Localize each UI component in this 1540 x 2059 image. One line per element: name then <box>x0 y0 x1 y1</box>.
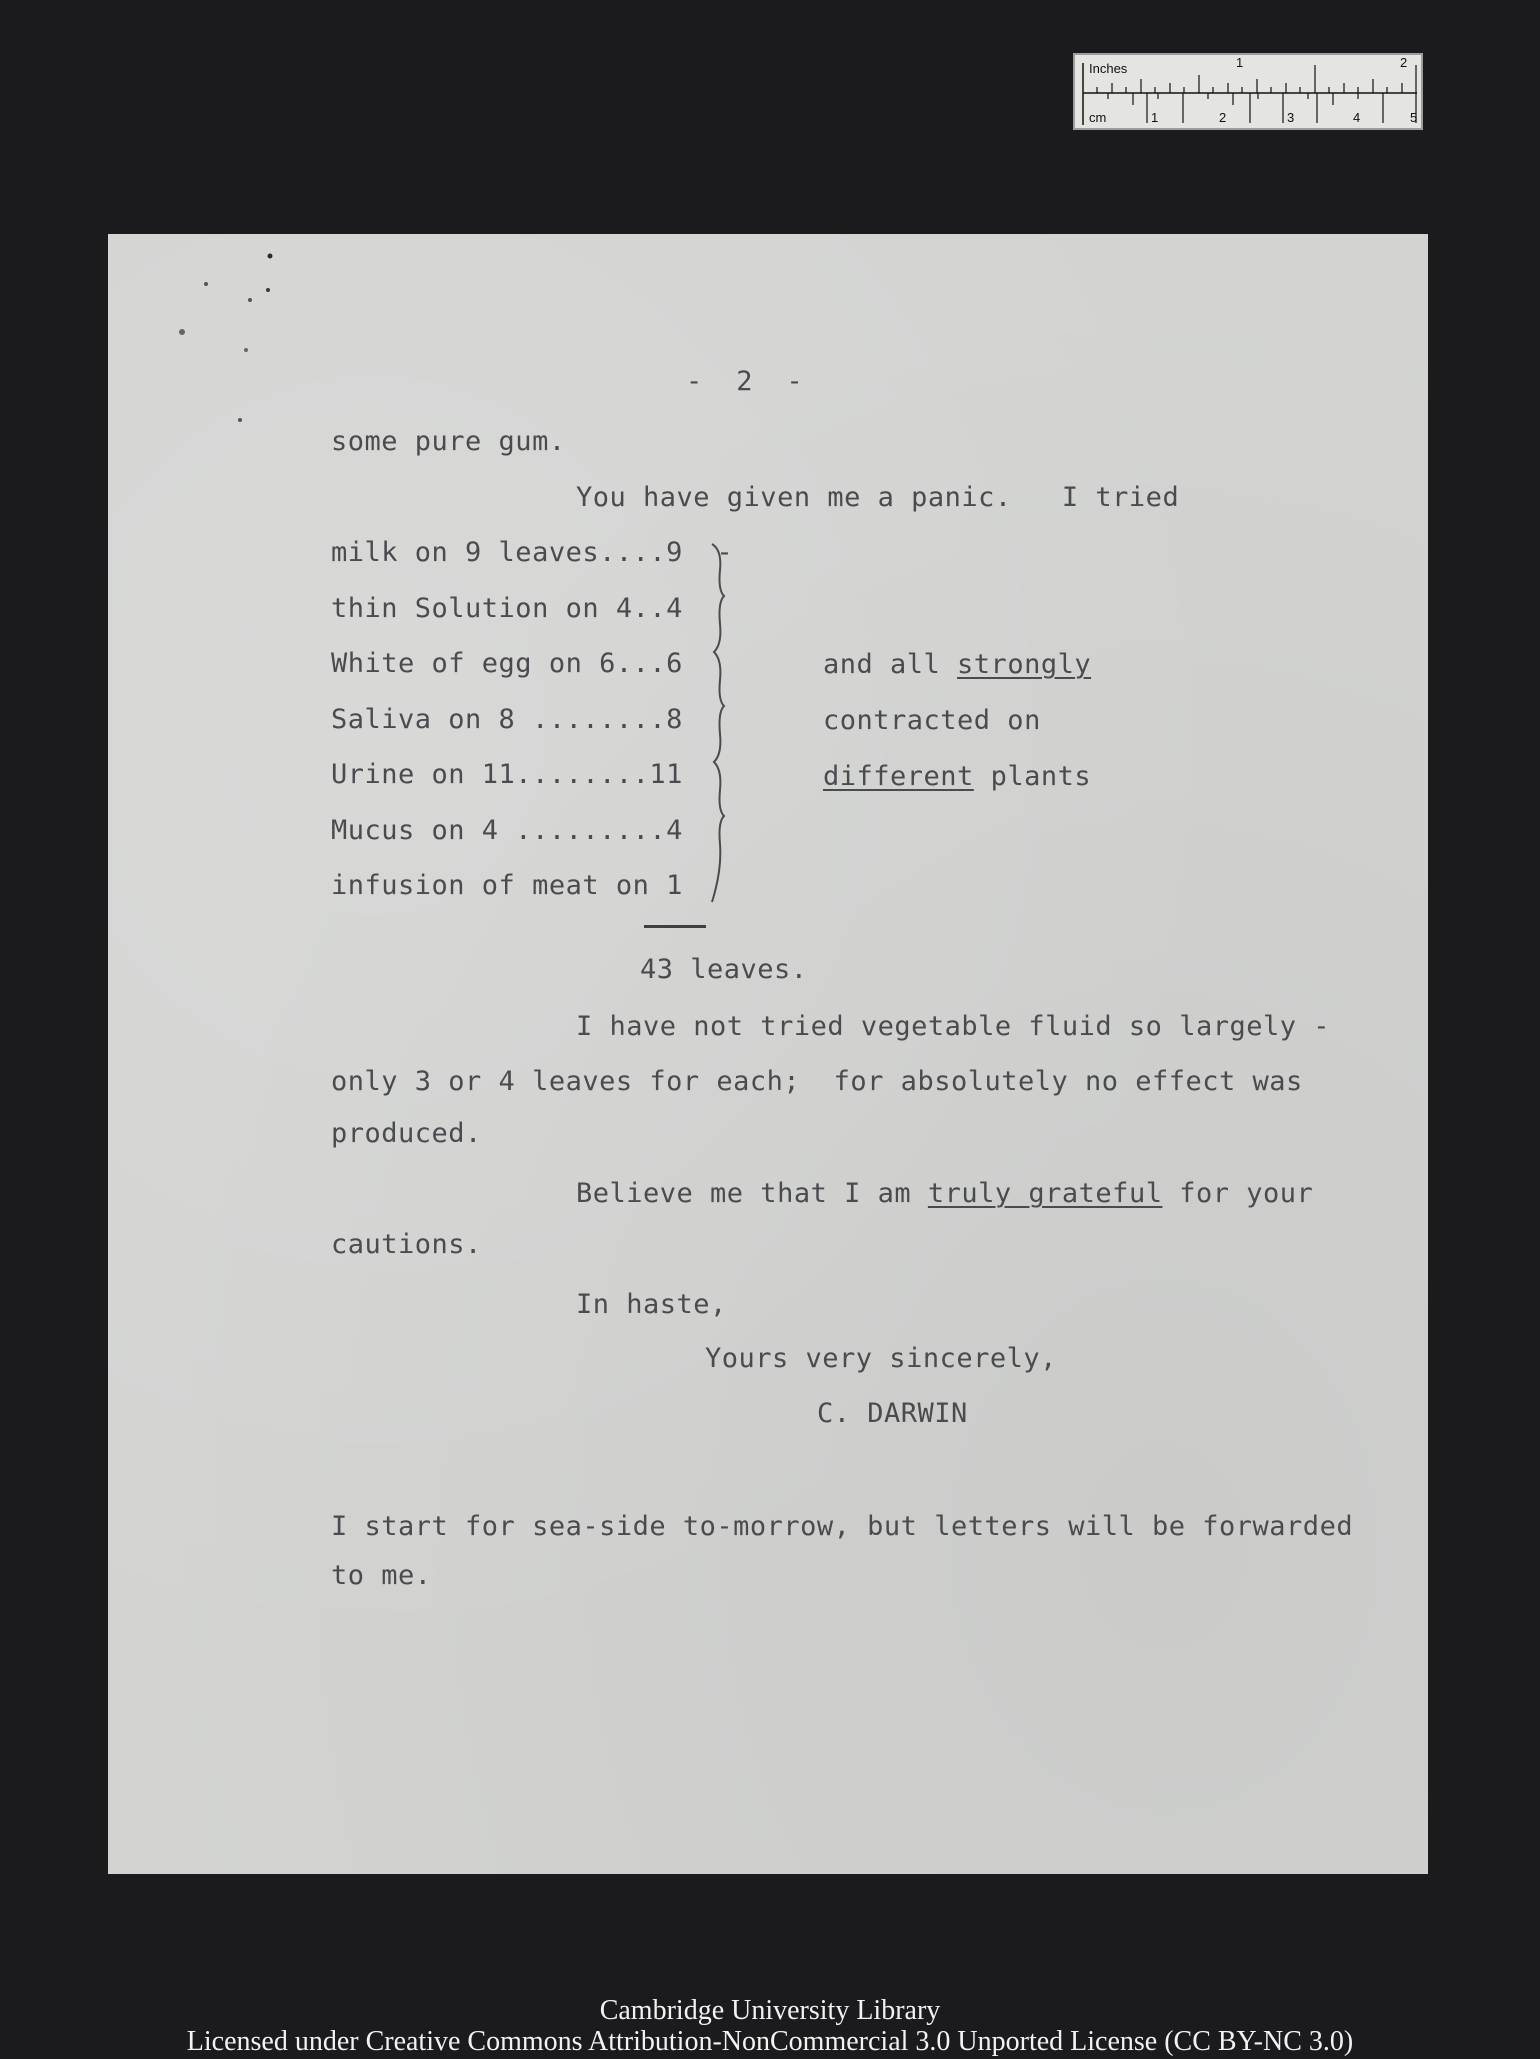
ruler-inches-label: Inches <box>1089 61 1128 76</box>
letter-line: cautions. <box>331 1229 482 1260</box>
list-item: Saliva on 8 ........8 <box>331 704 683 735</box>
letter-line <box>576 1178 1313 1209</box>
underlined-phrase: truly grateful <box>927 1178 1163 1209</box>
list-item: White of egg on 6...6 <box>331 648 683 679</box>
side-note-line <box>823 761 1091 792</box>
list-item: thin Solution on 4..4 <box>331 593 683 624</box>
footer-license: Licensed under Creative Commons Attribution-NonCommercial 3.0 Unported License (CC BY-NC 3.0) <box>186 2026 1354 2057</box>
list-item: milk on 9 leaves....9 - <box>331 537 734 568</box>
total-line: 43 leaves. <box>640 954 808 985</box>
ruler-cm-number: 3 <box>1287 110 1295 125</box>
scale-ruler <box>1073 53 1423 130</box>
side-note-text: plants <box>973 761 1092 792</box>
list-item: Mucus on 4 .........4 <box>331 815 683 846</box>
signature: C. DARWIN <box>817 1398 968 1429</box>
paper-specks <box>170 240 290 430</box>
ruler-cm-number: 5 <box>1410 110 1418 125</box>
side-note-line: contracted on <box>823 705 1041 736</box>
ruler-cm-number: 4 <box>1353 110 1361 125</box>
ruler-cm-label: cm <box>1089 110 1107 125</box>
list-item: Urine on 11........11 <box>331 759 683 790</box>
ruler-inch-number: 1 <box>1236 55 1244 70</box>
letter-line: some pure gum. <box>331 426 566 457</box>
letter-line: produced. <box>331 1118 482 1149</box>
closing-line: Yours very sincerely, <box>705 1343 1057 1374</box>
underlined-word: strongly <box>957 649 1092 680</box>
letter-page <box>108 234 1428 1874</box>
page-number: - 2 - <box>686 366 804 397</box>
ruler-ticks <box>1075 55 1425 132</box>
postscript-line: to me. <box>331 1560 432 1591</box>
closing-line: In haste, <box>576 1289 727 1320</box>
side-note-line <box>823 649 1091 680</box>
underlined-word: different <box>823 761 974 792</box>
list-item: infusion of meat on 1 <box>331 870 683 901</box>
ruler-cm-number: 1 <box>1151 110 1159 125</box>
letter-line: You have given me a panic. I tried <box>576 482 1180 513</box>
ruler-cm-number: 2 <box>1219 110 1227 125</box>
ruler-inch-number: 2 <box>1400 55 1408 70</box>
curly-bracket <box>706 540 736 910</box>
side-note-text: and all <box>823 649 958 680</box>
letter-line: I have not tried vegetable fluid so largely - <box>576 1011 1330 1042</box>
total-rule <box>644 925 706 928</box>
footer-institution: Cambridge University Library <box>599 1995 941 2026</box>
postscript-line: I start for sea-side to-morrow, but letters will be forwarded <box>331 1511 1354 1542</box>
letter-text: for your <box>1162 1178 1314 1209</box>
letter-text: Believe me that I am <box>576 1178 928 1209</box>
letter-line: only 3 or 4 leaves for each; for absolutely no effect was <box>331 1066 1303 1097</box>
